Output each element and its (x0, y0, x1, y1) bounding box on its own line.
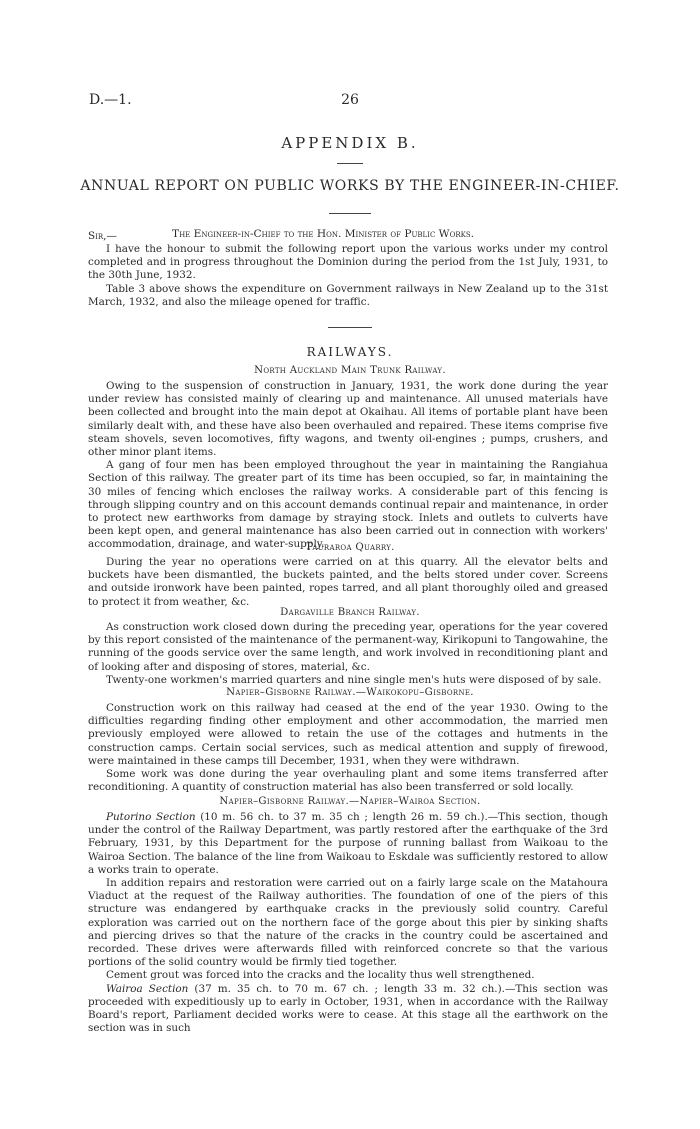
section-divider (328, 327, 372, 328)
wairoa-label: Wairoa Section (106, 982, 189, 995)
paragraph: Construction work on this railway had ceased at the end of the year 1930. Owing to the difficulties regarding finding other employment and other accommodation, the married men previously employed were allowed to retain the use of the cottages and hutments in the construction camps. Certain social services, such as medical attention and supply of firewood, were maintained in these camps till December, 1931, when they were withdrawn. (88, 702, 608, 767)
paragraph: As construction work closed down during the preceding year, operations for the year covered by this report consisted of the maintenance of the permanent-way, Kirikopuni to Tangowahine, the running of the goods service over the same length, and work involved in reconditioning plant and of looking after and disposing of stores, material, &c. (88, 621, 608, 673)
document-reference: D.—1. (89, 92, 132, 108)
section-title-north-auckland: North Auckland Main Trunk Railway. (254, 365, 446, 376)
putorino-label: Putorino Section (106, 811, 196, 823)
wairoa-paragraph (88, 983, 608, 1036)
intro-text (88, 243, 608, 309)
section-title-napier-waikokopu: Napier–Gisborne Railway.—Waikokopu–Gisborne. (226, 687, 474, 698)
north-auckland-text (88, 380, 608, 552)
paragraph: Twenty-one workmen's married quarters and nine single men's huts were disposed of by sale. (106, 673, 602, 686)
putorino-text: (10 m. 56 ch. to 37 m. 35 ch ; length 26 m. 59 ch.).—This section, though under the control of the Railway Department, was partly restored after the earthquake of the 3rd February, 1931, by this Department for the purpose of running ballast from Waikoau to the Wairoa Section. The balance of the line from Waikoau to Eskdale was sufficiently restored to allow a works train to operate. (88, 811, 608, 876)
intro-paragraph: Table 3 above shows the expenditure on Government railways in New Zealand up to the 31st March, 1932, and also the mileage opened for traffic. (88, 282, 608, 308)
paragraph: Some work was done during the year overhauling plant and some items transferred after reconditioning. A quantity of construction material has also been transferred or sold locally. (88, 768, 608, 794)
appendix-title: APPENDIX B. (281, 134, 419, 152)
napier-waikokopu-text (88, 702, 608, 794)
address-line: The Engineer-in-Chief to the Hon. Minister of Public Works. (172, 228, 474, 240)
paragraph: During the year no operations were carried on at this quarry. All the elevator belts and buckets have been dismantled, the buckets painted, and the belts stored under cover. Screens and outside ironwork have been painted, ropes tarred, and all plant thoroughly oiled and greased to protect it from weather, &c. (88, 556, 608, 608)
paragraph: Cement grout was forced into the cracks and the locality thus well strengthened. (106, 969, 535, 982)
report-title: ANNUAL REPORT ON PUBLIC WORKS BY THE ENGINEER-IN-CHIEF. (80, 178, 620, 194)
tauraroa-text (88, 556, 608, 609)
salutation: Sir,— (88, 230, 117, 242)
railways-heading: RAILWAYS. (306, 345, 394, 359)
paragraph: A gang of four men has been employed throughout the year in maintaining the Rangiahua Section of this railway. The greater part of its time has been occupied, so far, in maintaining the 30 miles of fencing which encloses the railway works. A considerable part of this fencing is through slipping country and on this account demands continual repair and maintenance, in order to protect new earthworks from damage by straying stock. Inlets and outlets to culverts have been kept open, and general maintenance has also been carried out in connection with workers' accommodation, drainage, and water-supply. (88, 459, 608, 551)
intro-paragraph: I have the honour to submit the following report upon the various works under my control completed and in progress throughout the Dominion during the period from the 1st July, 1931, to the 30th June, 1932. (88, 243, 608, 282)
paragraph: Owing to the suspension of construction in January, 1931, the work done during the year under review has consisted mainly of clearing up and maintenance. All unused materials have been collected and brought into the main depot at Okaihau. All items of portable plant have been similarly dealt with, and these have also been overhauled and repaired. These items comprise five steam shovels, seven locomotives, fifty wagons, and twenty oil-engines ; pumps, crushers, and other minor plant items. (88, 380, 608, 459)
section-title-napier-wairoa: Napier–Gisborne Railway.—Napier–Wairoa Section. (219, 796, 481, 807)
title-divider-2 (329, 213, 371, 214)
paragraph: In addition repairs and restoration were carried out on a fairly large scale on the Matahoura Viaduct at the request of the Railway authorities. The foundation of one of the piers of this structure was endangered by earthquake cracks in the previously solid country. Careful exploration was carried out on the northern face of the gorge about this pier by sinking shafts and piercing drives so that the nature of the cracks in the country could be ascertained and recorded. These drives were afterwards filled with reinforced concrete so that the various portions of the solid country would be firmly tied together. (88, 877, 608, 969)
wairoa-text: (37 m. 35 ch. to 70 m. 67 ch. ; length 33 m. 32 ch.).—This section was proceeded with expeditiously up to early in October, 1931, when in accordance with the Railway Board's report, Parliament decided works were to cease. At this stage all the earthwork on the section was in such (88, 982, 608, 1035)
dargaville-text (88, 621, 608, 687)
section-title-dargaville: Dargaville Branch Railway. (280, 607, 420, 618)
putorino-paragraph (88, 811, 608, 877)
title-divider (337, 163, 363, 164)
napier-wairoa-text (88, 811, 608, 1035)
section-title-tauraroa: Tauraroa Quarry. (305, 542, 395, 553)
page-number: 26 (341, 92, 359, 108)
